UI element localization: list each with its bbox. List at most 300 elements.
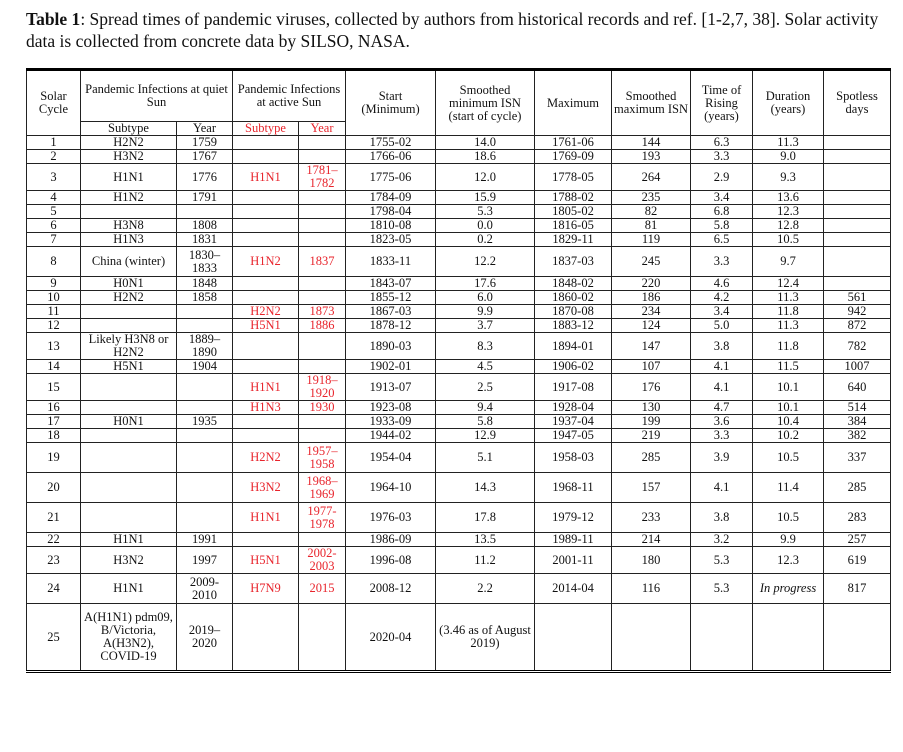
cell-quiet-subtype (81, 319, 177, 333)
cell-maximum: 1979-12 (535, 503, 612, 533)
cell-min-isn: 18.6 (436, 150, 535, 164)
cell-active-year (299, 415, 346, 429)
cell-active-year: 1957–1958 (299, 443, 346, 473)
cell-cycle: 9 (27, 277, 81, 291)
cell-min-isn: 12.9 (436, 429, 535, 443)
cell-spotless (824, 205, 891, 219)
cell-spotless (824, 191, 891, 205)
header-active-year: Year (299, 122, 346, 136)
cell-start: 1976-03 (346, 503, 436, 533)
cell-quiet-year: 2019–2020 (177, 604, 233, 672)
cell-rising: 3.9 (691, 443, 753, 473)
cell-quiet-year: 1831 (177, 233, 233, 247)
cell-cycle: 17 (27, 415, 81, 429)
cell-quiet-year (177, 401, 233, 415)
cell-start: 1878-12 (346, 319, 436, 333)
cell-spotless: 817 (824, 574, 891, 604)
cell-quiet-year (177, 473, 233, 503)
cell-quiet-year (177, 503, 233, 533)
cell-duration: 11.3 (753, 136, 824, 150)
cell-duration: 11.5 (753, 360, 824, 374)
cell-quiet-subtype (81, 374, 177, 401)
header-spotless: Spotless days (824, 70, 891, 136)
cell-duration: 11.3 (753, 291, 824, 305)
table-caption (26, 8, 896, 52)
cell-spotless (824, 136, 891, 150)
cell-maximum: 1947-05 (535, 429, 612, 443)
cell-quiet-subtype: H5N1 (81, 360, 177, 374)
cell-active-subtype (233, 191, 299, 205)
cell-min-isn: 8.3 (436, 333, 535, 360)
cell-duration: 10.5 (753, 503, 824, 533)
cell-spotless: 384 (824, 415, 891, 429)
cell-spotless: 285 (824, 473, 891, 503)
cell-maximum: 2001-11 (535, 547, 612, 574)
cell-min-isn: 2.2 (436, 574, 535, 604)
table-row (27, 277, 891, 291)
cell-cycle: 12 (27, 319, 81, 333)
cell-min-isn: (3.46 as of August 2019) (436, 604, 535, 672)
cell-duration: 10.1 (753, 401, 824, 415)
cell-maximum: 1761-06 (535, 136, 612, 150)
table-row (27, 305, 891, 319)
cell-start: 1798-04 (346, 205, 436, 219)
cell-cycle: 19 (27, 443, 81, 473)
cell-active-year: 1977-1978 (299, 503, 346, 533)
cell-rising: 3.8 (691, 333, 753, 360)
cell-quiet-year (177, 319, 233, 333)
cell-duration: 10.5 (753, 233, 824, 247)
cell-min-isn: 9.9 (436, 305, 535, 319)
cell-start: 1890-03 (346, 333, 436, 360)
cell-duration: 9.0 (753, 150, 824, 164)
cell-max-isn: 199 (612, 415, 691, 429)
cell-quiet-subtype (81, 305, 177, 319)
cell-rising: 4.1 (691, 374, 753, 401)
cell-duration: 10.1 (753, 374, 824, 401)
cell-active-subtype (233, 415, 299, 429)
cell-maximum: 1778-05 (535, 164, 612, 191)
cell-active-subtype (233, 219, 299, 233)
cell-spotless: 942 (824, 305, 891, 319)
table-row (27, 503, 891, 533)
cell-quiet-subtype: H1N3 (81, 233, 177, 247)
cell-active-year: 2015 (299, 574, 346, 604)
table-row (27, 473, 891, 503)
cell-max-isn: 186 (612, 291, 691, 305)
cell-max-isn: 116 (612, 574, 691, 604)
cell-quiet-year: 1904 (177, 360, 233, 374)
cell-min-isn: 12.0 (436, 164, 535, 191)
cell-active-subtype: H1N1 (233, 503, 299, 533)
cell-rising: 4.1 (691, 360, 753, 374)
caption-text: : Spread times of pandemic viruses, collected by authors from historical records and ref. [1-2,7, 38]. Solar activity data is collected from concrete data by SILSO, NASA. (26, 9, 879, 51)
cell-active-year (299, 360, 346, 374)
cell-start: 1833-11 (346, 247, 436, 277)
cell-quiet-year: 1808 (177, 219, 233, 233)
cell-active-subtype (233, 360, 299, 374)
cell-cycle: 3 (27, 164, 81, 191)
cell-active-subtype: H2N2 (233, 305, 299, 319)
cell-active-subtype (233, 277, 299, 291)
cell-spotless (824, 247, 891, 277)
cell-min-isn: 14.0 (436, 136, 535, 150)
cell-quiet-subtype: H2N2 (81, 136, 177, 150)
cell-quiet-subtype: H0N1 (81, 415, 177, 429)
cell-min-isn: 0.2 (436, 233, 535, 247)
cell-max-isn: 220 (612, 277, 691, 291)
cell-duration: 11.8 (753, 333, 824, 360)
cell-min-isn: 6.0 (436, 291, 535, 305)
cell-start: 1954-04 (346, 443, 436, 473)
header-active-sun: Pandemic Infections at active Sun (233, 70, 346, 122)
cell-rising: 4.6 (691, 277, 753, 291)
cell-active-subtype: H5N1 (233, 547, 299, 574)
cell-active-subtype: H1N2 (233, 247, 299, 277)
cell-cycle: 2 (27, 150, 81, 164)
cell-quiet-year: 2009-2010 (177, 574, 233, 604)
cell-max-isn: 245 (612, 247, 691, 277)
table-row (27, 547, 891, 574)
cell-cycle: 25 (27, 604, 81, 672)
cell-active-year (299, 205, 346, 219)
cell-active-year: 1781–1782 (299, 164, 346, 191)
cell-quiet-year: 1767 (177, 150, 233, 164)
cell-duration: 12.4 (753, 277, 824, 291)
cell-active-year (299, 191, 346, 205)
cell-duration: In progress (753, 574, 824, 604)
cell-cycle: 15 (27, 374, 81, 401)
table-row (27, 247, 891, 277)
cell-min-isn: 4.5 (436, 360, 535, 374)
cell-quiet-year: 1776 (177, 164, 233, 191)
caption-label: Table 1 (26, 9, 81, 29)
table-row (27, 150, 891, 164)
cell-rising: 3.8 (691, 503, 753, 533)
cell-quiet-subtype: H3N8 (81, 219, 177, 233)
cell-quiet-year: 1889–1890 (177, 333, 233, 360)
cell-start: 2008-12 (346, 574, 436, 604)
cell-active-year (299, 277, 346, 291)
cell-maximum: 1816-05 (535, 219, 612, 233)
cell-cycle: 16 (27, 401, 81, 415)
cell-duration: 11.4 (753, 473, 824, 503)
cell-start: 1986-09 (346, 533, 436, 547)
cell-maximum: 1906-02 (535, 360, 612, 374)
cell-rising: 4.7 (691, 401, 753, 415)
cell-rising: 6.3 (691, 136, 753, 150)
cell-active-subtype (233, 533, 299, 547)
cell-active-year (299, 333, 346, 360)
cell-maximum: 1989-11 (535, 533, 612, 547)
cell-active-year (299, 150, 346, 164)
cell-max-isn: 235 (612, 191, 691, 205)
cell-start: 1933-09 (346, 415, 436, 429)
cell-spotless (824, 604, 891, 672)
cell-active-subtype (233, 150, 299, 164)
cell-max-isn: 119 (612, 233, 691, 247)
cell-rising: 3.3 (691, 429, 753, 443)
cell-active-subtype: H1N1 (233, 164, 299, 191)
cell-active-year (299, 136, 346, 150)
cell-max-isn: 82 (612, 205, 691, 219)
cell-spotless: 1007 (824, 360, 891, 374)
cell-quiet-subtype: H3N2 (81, 150, 177, 164)
cell-active-year: 2002-2003 (299, 547, 346, 574)
cell-spotless: 257 (824, 533, 891, 547)
cell-rising: 5.3 (691, 547, 753, 574)
table-body (27, 136, 891, 672)
cell-active-subtype: H5N1 (233, 319, 299, 333)
cell-start: 1843-07 (346, 277, 436, 291)
table-row (27, 233, 891, 247)
cell-duration: 11.3 (753, 319, 824, 333)
cell-cycle: 21 (27, 503, 81, 533)
cell-start: 1902-01 (346, 360, 436, 374)
table-row (27, 333, 891, 360)
cell-cycle: 18 (27, 429, 81, 443)
cell-active-year (299, 291, 346, 305)
cell-active-year: 1930 (299, 401, 346, 415)
cell-max-isn: 147 (612, 333, 691, 360)
header-max-isn: Smoothed maximum ISN (612, 70, 691, 136)
cell-quiet-year (177, 443, 233, 473)
cell-quiet-subtype: A(H1N1) pdm09, B/Victoria, A(H3N2), COVID-19 (81, 604, 177, 672)
cell-spotless: 640 (824, 374, 891, 401)
table-row (27, 164, 891, 191)
cell-min-isn: 17.8 (436, 503, 535, 533)
cell-rising: 5.3 (691, 574, 753, 604)
cell-maximum: 1837-03 (535, 247, 612, 277)
cell-start: 1923-08 (346, 401, 436, 415)
table-row (27, 191, 891, 205)
table-row (27, 401, 891, 415)
cell-spotless: 619 (824, 547, 891, 574)
cell-active-subtype: H2N2 (233, 443, 299, 473)
cell-active-year (299, 233, 346, 247)
cell-duration: 9.9 (753, 533, 824, 547)
cell-max-isn: 219 (612, 429, 691, 443)
cell-max-isn: 264 (612, 164, 691, 191)
cell-active-subtype: H3N2 (233, 473, 299, 503)
cell-maximum: 1968-11 (535, 473, 612, 503)
cell-start: 1964-10 (346, 473, 436, 503)
cell-quiet-year: 1759 (177, 136, 233, 150)
cell-maximum: 1883-12 (535, 319, 612, 333)
header-active-subtype: Subtype (233, 122, 299, 136)
cell-quiet-subtype: H1N1 (81, 533, 177, 547)
cell-max-isn: 233 (612, 503, 691, 533)
cell-rising: 3.2 (691, 533, 753, 547)
cell-max-isn: 285 (612, 443, 691, 473)
cell-active-year: 1886 (299, 319, 346, 333)
table-row (27, 136, 891, 150)
cell-duration (753, 604, 824, 672)
cell-spotless: 337 (824, 443, 891, 473)
cell-min-isn: 13.5 (436, 533, 535, 547)
cell-quiet-year: 1997 (177, 547, 233, 574)
cell-spotless: 382 (824, 429, 891, 443)
cell-quiet-subtype: H1N2 (81, 191, 177, 205)
cell-rising: 3.6 (691, 415, 753, 429)
cell-start: 1755-02 (346, 136, 436, 150)
cell-quiet-year: 1830–1833 (177, 247, 233, 277)
cell-rising: 4.1 (691, 473, 753, 503)
cell-start: 1855-12 (346, 291, 436, 305)
cell-active-year: 1873 (299, 305, 346, 319)
cell-min-isn: 9.4 (436, 401, 535, 415)
cell-maximum: 1829-11 (535, 233, 612, 247)
cell-cycle: 7 (27, 233, 81, 247)
cell-spotless (824, 164, 891, 191)
cell-quiet-subtype: H1N1 (81, 574, 177, 604)
cell-active-year: 1918–1920 (299, 374, 346, 401)
cell-cycle: 14 (27, 360, 81, 374)
cell-spotless (824, 219, 891, 233)
cell-active-subtype (233, 333, 299, 360)
cell-duration: 12.3 (753, 547, 824, 574)
table-row (27, 415, 891, 429)
cell-min-isn: 11.2 (436, 547, 535, 574)
cell-maximum: 1788-02 (535, 191, 612, 205)
cell-quiet-year: 1858 (177, 291, 233, 305)
cell-quiet-year: 1848 (177, 277, 233, 291)
table-row (27, 533, 891, 547)
cell-cycle: 11 (27, 305, 81, 319)
header-quiet-sun: Pandemic Infections at quiet Sun (81, 70, 233, 122)
cell-quiet-subtype (81, 473, 177, 503)
cell-duration: 11.8 (753, 305, 824, 319)
cell-active-year: 1837 (299, 247, 346, 277)
cell-cycle: 1 (27, 136, 81, 150)
cell-quiet-year (177, 429, 233, 443)
cell-cycle: 6 (27, 219, 81, 233)
cell-start: 1766-06 (346, 150, 436, 164)
cell-duration: 9.3 (753, 164, 824, 191)
header-start: Start (Minimum) (346, 70, 436, 136)
cell-start: 1944-02 (346, 429, 436, 443)
cell-max-isn: 234 (612, 305, 691, 319)
pandemic-solar-cycle-table (26, 68, 891, 673)
cell-max-isn: 107 (612, 360, 691, 374)
table-row (27, 219, 891, 233)
cell-cycle: 8 (27, 247, 81, 277)
table-row (27, 443, 891, 473)
cell-spotless (824, 233, 891, 247)
cell-cycle: 22 (27, 533, 81, 547)
cell-active-subtype (233, 429, 299, 443)
cell-active-subtype: H1N1 (233, 374, 299, 401)
cell-quiet-subtype: H1N1 (81, 164, 177, 191)
cell-quiet-subtype: H2N2 (81, 291, 177, 305)
cell-quiet-year (177, 374, 233, 401)
table-row (27, 291, 891, 305)
cell-active-year (299, 219, 346, 233)
cell-maximum: 1937-04 (535, 415, 612, 429)
cell-max-isn: 124 (612, 319, 691, 333)
cell-quiet-subtype: China (winter) (81, 247, 177, 277)
cell-start: 1810-08 (346, 219, 436, 233)
cell-start: 1784-09 (346, 191, 436, 205)
cell-rising: 3.3 (691, 150, 753, 164)
cell-active-subtype: H1N3 (233, 401, 299, 415)
cell-maximum: 1928-04 (535, 401, 612, 415)
cell-max-isn: 180 (612, 547, 691, 574)
cell-min-isn: 5.1 (436, 443, 535, 473)
cell-min-isn: 0.0 (436, 219, 535, 233)
cell-start: 1996-08 (346, 547, 436, 574)
cell-quiet-subtype (81, 503, 177, 533)
cell-quiet-subtype: Likely H3N8 or H2N2 (81, 333, 177, 360)
table-row (27, 374, 891, 401)
cell-active-year (299, 429, 346, 443)
cell-quiet-subtype (81, 401, 177, 415)
cell-maximum: 1958-03 (535, 443, 612, 473)
cell-cycle: 13 (27, 333, 81, 360)
cell-active-year (299, 604, 346, 672)
cell-rising: 3.4 (691, 305, 753, 319)
cell-max-isn: 157 (612, 473, 691, 503)
cell-quiet-year (177, 205, 233, 219)
cell-rising: 3.4 (691, 191, 753, 205)
cell-min-isn: 2.5 (436, 374, 535, 401)
cell-quiet-year (177, 305, 233, 319)
cell-start: 1775-06 (346, 164, 436, 191)
cell-duration: 10.2 (753, 429, 824, 443)
cell-min-isn: 17.6 (436, 277, 535, 291)
cell-active-subtype: H7N9 (233, 574, 299, 604)
cell-rising: 6.8 (691, 205, 753, 219)
cell-spotless (824, 150, 891, 164)
cell-max-isn: 144 (612, 136, 691, 150)
cell-cycle: 23 (27, 547, 81, 574)
cell-active-subtype (233, 205, 299, 219)
cell-maximum: 1769-09 (535, 150, 612, 164)
cell-quiet-year: 1935 (177, 415, 233, 429)
cell-quiet-subtype: H3N2 (81, 547, 177, 574)
cell-rising (691, 604, 753, 672)
cell-spotless: 872 (824, 319, 891, 333)
cell-rising: 4.2 (691, 291, 753, 305)
cell-cycle: 10 (27, 291, 81, 305)
cell-min-isn: 14.3 (436, 473, 535, 503)
cell-start: 1823-05 (346, 233, 436, 247)
cell-maximum: 1917-08 (535, 374, 612, 401)
cell-max-isn: 130 (612, 401, 691, 415)
cell-maximum (535, 604, 612, 672)
table-row (27, 574, 891, 604)
cell-maximum: 1870-08 (535, 305, 612, 319)
cell-start: 1867-03 (346, 305, 436, 319)
cell-spotless: 561 (824, 291, 891, 305)
cell-min-isn: 12.2 (436, 247, 535, 277)
cell-quiet-year: 1791 (177, 191, 233, 205)
cell-maximum: 2014-04 (535, 574, 612, 604)
header-quiet-year: Year (177, 122, 233, 136)
cell-duration: 12.3 (753, 205, 824, 219)
cell-maximum: 1860-02 (535, 291, 612, 305)
cell-active-subtype (233, 136, 299, 150)
cell-max-isn: 214 (612, 533, 691, 547)
cell-duration: 10.4 (753, 415, 824, 429)
cell-active-subtype (233, 291, 299, 305)
header-maximum: Maximum (535, 70, 612, 136)
cell-active-subtype (233, 233, 299, 247)
cell-duration: 10.5 (753, 443, 824, 473)
header-duration: Duration (years) (753, 70, 824, 136)
cell-max-isn (612, 604, 691, 672)
cell-rising: 2.9 (691, 164, 753, 191)
